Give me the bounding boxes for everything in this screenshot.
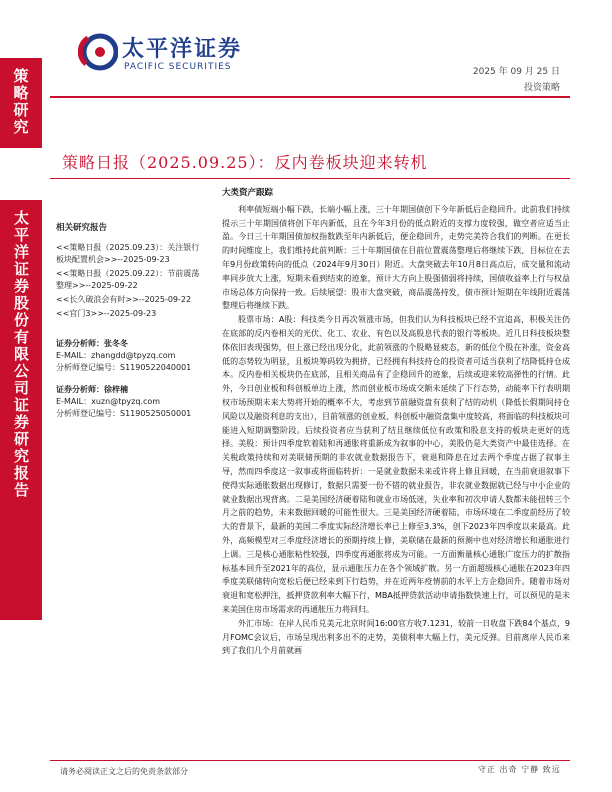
left-column — [56, 192, 206, 420]
sidebar-category: 策略研究 — [11, 68, 30, 136]
analyst-registration: 分析师登记编号：S1190525050001 — [56, 409, 192, 418]
report-title: 策略日报（2025.09.25）：反内卷板块迎来转机 — [62, 153, 428, 172]
section-heading: 大类资产跟踪 — [222, 188, 274, 198]
analyst-name: 证券分析师：徐梓楠 — [56, 385, 128, 394]
analyst-email[interactable]: E-MAIL：zhangdd@tpyzq.com — [56, 351, 176, 360]
logo-text-en: PACIFIC SECURITIES — [124, 62, 232, 72]
related-report-item[interactable]: <<策略日报（2025.09.23）：关注银行板块配置机会>>--2025-09-23 — [56, 243, 200, 264]
body-paragraph: 外汇市场：在岸人民币兑美元北京时间16:00官方收7.1231，较前一日收盘下跌84个基点，9月FOMC会议后，市场呈现出利多出不的走势，美债利率大幅上行，美元反弹。目前离岸人民币来到了我们几个月前就画 — [222, 618, 570, 656]
related-report-item[interactable]: <<长久破浪会有时>>--2025-09-22 — [56, 295, 192, 304]
sidebar-category-band — [0, 58, 42, 148]
body-paragraph: 利率债短端小幅下跌，长端小幅上涨，三十年期国债创下今年新低后企稳回升。此前我们持续提示三十年期国债将创下年内新低，且在今年3月份的低点附近的支撑力度较强，做空者应适当止盈。今日三十年期国债加权指数跌至年内新低后，便企稳回升，走势完美符合我们的判断。在更长的时间维度上，我们维持此前判断：三十年期国债在目前位置震荡整理后将继续下跌，目标位在去年9月份政策转向的低点（2024年9月30日）附近。大盘突破去年10月8日高点后，成交量和流动率同步放大上涨，短期未看到结束的迹象，预计大方向上股强债弱将持续，国债收益率上行与权益市场总体方向保持一致。后续展望：股市大盘突破，商品震荡持发，债市预计短期在年线附近震荡整理后将继续下跌。 — [222, 204, 570, 311]
logo-emblem-icon — [78, 30, 118, 76]
title-divider — [50, 178, 570, 179]
body-paragraph: 股票市场：A股：科技类今日再次领涨市场，但我们认为科技板块已经不宜追高，积极关注仍在底部的反内卷相关的光伏、化工、农业、有色以及高股息代表的银行等板块。近几日科技板块整体依旧表现强势，但上涨已经出现分化，此前领涨的个股略显疲态，新的低位个股在补涨，资金高低的态势较为明显，且板块筹码较为拥挤，已经拥有科技持仓的投资者可适当获利了结降低持仓成本。反内卷相关板块仍在底部，且相关商品有了企稳回升的迹象，后续或迎来较高弹性的行情。此外，今日创业板和科创板单边上涨，然而创业板市场成交额未延续了下行态势，动能率下行表明期权市场预期未来大势将开始的概率不大，考虑到节前融资盘有获利了结的动机（降低长假期间持仓风险以及融资利息的支出），目前领涨的创业板、科创板中融资盘集中度较高，将面临的科技板块可能进入短期调整阶段。后续投资者应当获利了结且继续低位有政策和股息支持的板块走更好的选择。美股：预计四季度软着陆和再通胀将重新成为叙事的中心，美股仍是大类资产中最佳选择。在关税政策持续和对美联储预期的非农就业数据报告下，衰退和降息在过去两个季度占据了叙事主导，然而四季度这一叙事或将面临转折：一是就业数据未来或许将上修且回暖，在当前衰退叙事下使得实际通胀数据出现修订，数据只需要一份不错的就业报告，非农就业数据就已经与中小企业的就业数据出现背离。二是美国经济硬着陆和就业市场低迷，失业率和初次申请人数都未能扭转三个月之前的趋势，未来数据回暖的可能性很大。三是美国经济硬着陆，市场环境在二季度前经历了较大的背景下，最新的美国二季度实际经济增长率已上修至3.3%，创下2023年四季度以来最高。此外，高频模型对三季度经济增长的预期持续上修，美联储在最新的预测中也对经济增长和通胀进行上调。三是核心通胀粘性较强，四季度再通胀将成为可能。一方面衡量核心通胀广度压力的扩散指标基本回升至2021年的高位，显示通胀压力在各个领域扩散。另一方面超级核心通胀在2023年四季度美联储转向宽松后便已经来到下行趋势，并在近两年疫情前的水平上方企稳回升。随着市场对衰退和宽松押注，抵押贷款利率大幅下行，MBA抵押贷款活动申请指数快速上行，可以预见的是未来美国住房市场需求的再通胀压力将回归。 — [222, 315, 570, 614]
analyst-name: 证券分析师：张冬冬 — [56, 339, 128, 348]
report-body — [222, 187, 570, 658]
related-reports-heading: 相关研究报告 — [56, 223, 108, 233]
footer-motto: 守正 出奇 宁静 致远 — [478, 765, 561, 774]
sidebar-company-report: 太平洋证券股份有限公司证券研究报告 — [12, 210, 30, 499]
footer-disclaimer: 请务必阅读正文之后的免责条款部分 — [60, 767, 188, 776]
related-report-item[interactable]: <<策略日报（2025.09.22）：节前震荡整理>>--2025-09-22 — [56, 269, 200, 290]
logo-text-cn: 太平洋证券 — [122, 37, 243, 62]
report-date: 2025 年 09 月 25 日 — [472, 67, 560, 77]
sidebar-company-band — [0, 200, 42, 620]
related-report-item[interactable]: <<官门3>>--2025-09-23 — [56, 309, 157, 318]
company-logo — [78, 30, 268, 80]
report-category: 投资策略 — [523, 83, 560, 93]
footer-divider — [50, 760, 570, 761]
analyst-email[interactable]: E-MAIL：xuzn@tpyzq.com — [56, 397, 161, 406]
header-divider — [50, 96, 570, 98]
analyst-registration: 分析师登记编号：S1190522040001 — [56, 363, 192, 372]
